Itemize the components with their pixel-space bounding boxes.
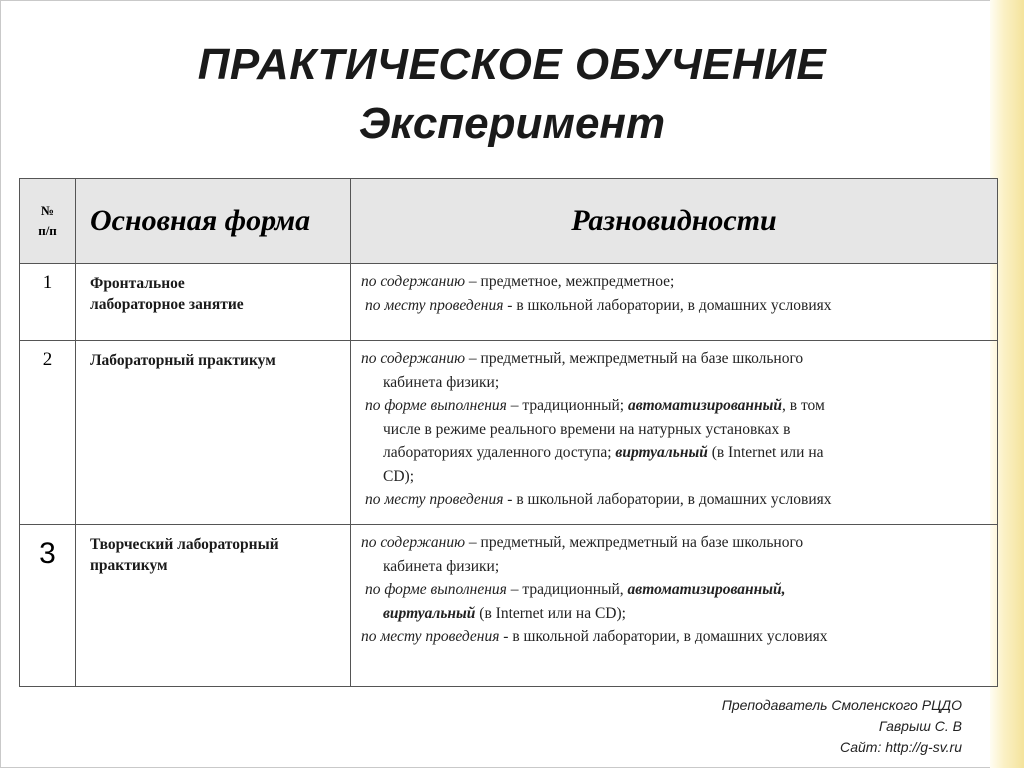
slide-title: ПРАКТИЧЕСКОЕ ОБУЧЕНИЕ xyxy=(197,40,827,89)
row-varieties xyxy=(351,264,998,341)
variety-continuation: CD); xyxy=(383,467,414,485)
variety-text: – традиционный; xyxy=(506,397,628,414)
variety-text: – предметный, межпредметный на базе школьного xyxy=(465,534,804,551)
variety-emphasis: автоматизированный, xyxy=(627,581,786,598)
row-number: 3 xyxy=(20,525,76,687)
variety-label: по месту проведения xyxy=(365,491,504,508)
variety-label: по месту проведения xyxy=(361,628,500,645)
row-varieties xyxy=(351,525,998,687)
row-form-line: Фронтальное xyxy=(90,275,185,292)
variety-text: (в Internet или на CD); xyxy=(475,604,626,622)
header-number xyxy=(20,179,76,264)
row-form-line: Творческий лабораторный xyxy=(90,536,279,553)
header-number-line1: № xyxy=(40,203,55,218)
variety-label: по содержанию xyxy=(361,534,466,551)
row-form xyxy=(76,525,351,687)
footer-author-role: Преподаватель Смоленского РЦДО xyxy=(721,697,962,713)
variety-label: по форме выполнения xyxy=(365,581,507,598)
variety-label: по содержанию xyxy=(361,350,466,367)
variety-continuation: кабинета физики; xyxy=(383,557,500,575)
row-form-line: Лабораторный практикум xyxy=(90,352,276,369)
variety-text: - в школьной лаборатории, в домашних условиях xyxy=(503,491,832,508)
variety-text: – предметный, межпредметный на базе школьного xyxy=(465,350,804,367)
variety-label: по месту проведения xyxy=(365,296,504,314)
header-number-line2: п/п xyxy=(38,223,57,238)
row-form-line: лабораторное занятие xyxy=(90,296,244,313)
variety-emphasis: виртуальный xyxy=(615,444,708,461)
variety-emphasis: виртуальный xyxy=(383,604,476,622)
variety-text: – предметное, межпредметное; xyxy=(465,273,675,290)
table-header-row xyxy=(20,179,998,264)
variety-emphasis: автоматизированный xyxy=(627,397,783,414)
table-row xyxy=(20,264,998,341)
variety-text: – традиционный, xyxy=(506,581,628,598)
variety-text: (в Internet или на xyxy=(707,444,824,461)
row-form xyxy=(76,341,351,525)
variety-text: - в школьной лаборатории, в домашних условиях xyxy=(503,296,832,314)
variety-text: , в том xyxy=(782,397,825,414)
variety-label: по форме выполнения xyxy=(365,397,507,414)
header-main-form: Основная форма xyxy=(76,179,351,264)
footer-author-name: Гаврыш С. В xyxy=(878,718,962,734)
variety-continuation: лабораториях удаленного доступа; xyxy=(383,444,616,461)
slide-subtitle: Эксперимент xyxy=(358,99,666,148)
row-form-line: практикум xyxy=(90,557,168,574)
row-number: 2 xyxy=(20,341,76,525)
variety-label: по содержанию xyxy=(361,273,466,290)
row-form xyxy=(76,264,351,341)
author-footer xyxy=(722,695,962,758)
table-row xyxy=(20,341,998,525)
variety-continuation: числе в режиме реального времени на натурных установках в xyxy=(383,420,791,438)
experiment-table xyxy=(19,178,998,687)
row-number: 1 xyxy=(20,264,76,341)
variety-text: - в школьной лаборатории, в домашних условиях xyxy=(499,628,828,645)
row-varieties xyxy=(351,341,998,525)
header-varieties: Разновидности xyxy=(351,179,998,264)
footer-site-link[interactable]: Сайт: http://g-sv.ru xyxy=(839,739,962,755)
variety-continuation: кабинета физики; xyxy=(383,373,500,391)
table-row xyxy=(20,525,998,687)
